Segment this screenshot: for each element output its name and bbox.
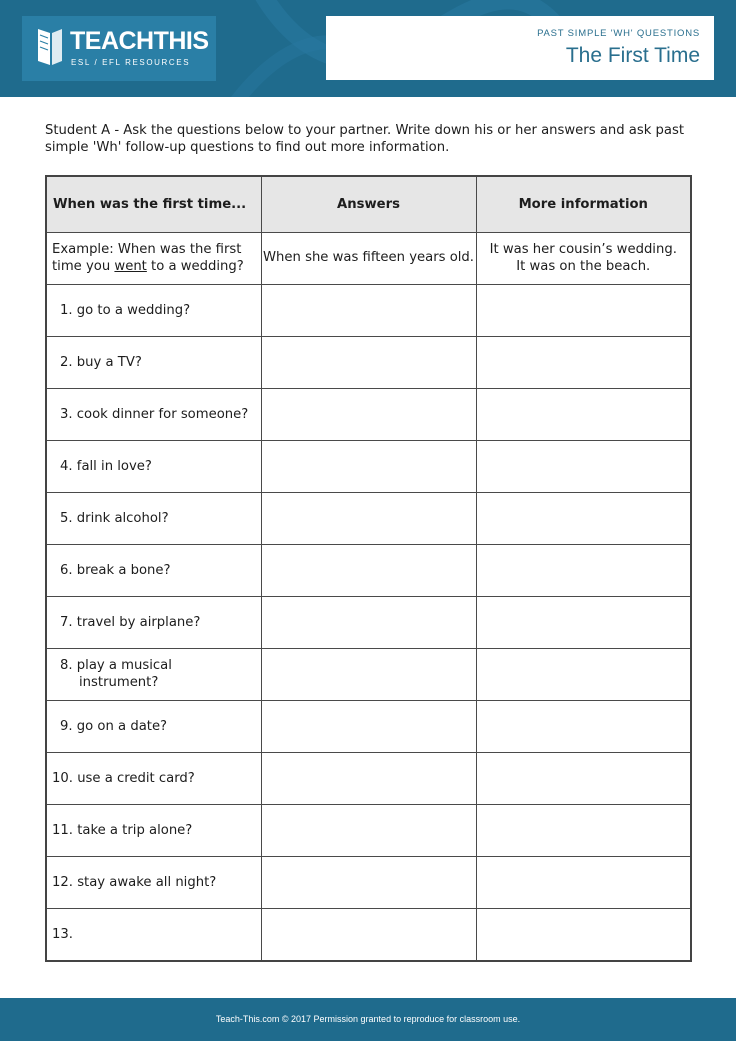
- question-cell: [46, 389, 261, 441]
- question-cell: [46, 753, 261, 805]
- footer-banner: [0, 998, 736, 1041]
- question-text: break a bone?: [76, 563, 171, 578]
- question-cell: [46, 857, 261, 909]
- info-cell[interactable]: [476, 753, 691, 805]
- answer-cell[interactable]: [261, 649, 476, 701]
- question-text: go to a wedding?: [76, 303, 191, 318]
- table-row: [46, 493, 691, 545]
- example-info-line: It was her cousin’s wedding.: [489, 242, 677, 257]
- book-logo-icon: [34, 25, 66, 69]
- question-cell: [46, 285, 261, 337]
- question-number: 10.: [52, 771, 73, 786]
- question-text: travel by airplane?: [76, 615, 201, 630]
- question-number: 2.: [60, 355, 73, 370]
- table-row: [46, 857, 691, 909]
- question-number: 8.: [60, 658, 73, 673]
- info-cell[interactable]: [476, 597, 691, 649]
- info-cell[interactable]: [476, 805, 691, 857]
- table-row: [46, 597, 691, 649]
- answer-cell[interactable]: [261, 909, 476, 962]
- table-row: [46, 805, 691, 857]
- question-text: go on a date?: [76, 719, 168, 734]
- question-cell: [46, 337, 261, 389]
- info-cell[interactable]: [476, 493, 691, 545]
- worksheet-title: The First Time: [565, 44, 700, 67]
- answer-cell[interactable]: [261, 753, 476, 805]
- table-row: [46, 389, 691, 441]
- example-verb: went: [114, 258, 147, 274]
- example-question-start: Example: When was the first time you: [52, 242, 242, 274]
- question-number: 6.: [60, 563, 73, 578]
- header-banner: [0, 0, 736, 97]
- info-cell[interactable]: [476, 285, 691, 337]
- example-info-line: It was on the beach.: [516, 258, 651, 274]
- info-cell[interactable]: [476, 909, 691, 962]
- answer-cell[interactable]: [261, 285, 476, 337]
- answer-cell[interactable]: [261, 701, 476, 753]
- worksheet-topic: PAST SIMPLE 'WH' QUESTIONS: [537, 28, 700, 39]
- question-text: cook dinner for someone?: [76, 407, 249, 422]
- answer-cell[interactable]: [261, 545, 476, 597]
- example-info: [476, 233, 691, 285]
- example-answer: When she was fifteen years old.: [261, 233, 476, 285]
- info-cell[interactable]: [476, 337, 691, 389]
- table-row: [46, 649, 691, 701]
- question-number: 11.: [52, 823, 73, 838]
- table-row: [46, 909, 691, 962]
- info-cell[interactable]: [476, 701, 691, 753]
- logo-tagline: ESL / EFL RESOURCES: [71, 58, 191, 67]
- table-row: [46, 285, 691, 337]
- question-cell: [46, 701, 261, 753]
- table-header-row: [46, 176, 691, 233]
- question-cell: [46, 649, 261, 701]
- question-text: buy a TV?: [76, 355, 142, 370]
- answer-cell[interactable]: [261, 805, 476, 857]
- answer-cell[interactable]: [261, 493, 476, 545]
- logo-name: TEACHTHIS: [70, 27, 209, 55]
- question-cell: [46, 805, 261, 857]
- title-panel: [326, 16, 714, 80]
- copyright-text: Teach-This.com © 2017 Permission granted to reproduce for classroom use.: [215, 1014, 521, 1024]
- question-cell: [46, 441, 261, 493]
- question-text: play a musical: [76, 658, 172, 673]
- table-row: [46, 545, 691, 597]
- question-text: drink alcohol?: [76, 511, 169, 526]
- table-row: [46, 753, 691, 805]
- question-text: fall in love?: [76, 459, 152, 474]
- example-question-end: to a wedding?: [146, 258, 244, 274]
- info-cell[interactable]: [476, 649, 691, 701]
- question-number: 5.: [60, 511, 73, 526]
- question-cell: [46, 545, 261, 597]
- info-cell[interactable]: [476, 441, 691, 493]
- instructions-text: Student A - Ask the questions below to your partner. Write down his or her answers and ask past simple 'Wh' follow-up questions to find out more information.: [45, 123, 685, 155]
- question-cell: [46, 909, 261, 962]
- column-header-answers: Answers: [261, 176, 476, 233]
- example-row: [46, 233, 691, 285]
- question-number: 13.: [52, 927, 73, 942]
- question-text: take a trip alone?: [77, 823, 193, 838]
- question-table: [45, 175, 692, 962]
- answer-cell[interactable]: [261, 597, 476, 649]
- question-number: 3.: [60, 407, 73, 422]
- info-cell[interactable]: [476, 857, 691, 909]
- question-text-continued: instrument?: [79, 674, 159, 690]
- example-question: [46, 233, 261, 285]
- table-row: [46, 337, 691, 389]
- question-cell: [46, 597, 261, 649]
- table-row: [46, 441, 691, 493]
- answer-cell[interactable]: [261, 441, 476, 493]
- answer-cell[interactable]: [261, 857, 476, 909]
- question-number: 9.: [60, 719, 73, 734]
- question-number: 4.: [60, 459, 73, 474]
- question-number: 12.: [52, 875, 73, 890]
- info-cell[interactable]: [476, 545, 691, 597]
- answer-cell[interactable]: [261, 337, 476, 389]
- column-header-question: When was the first time...: [46, 176, 261, 233]
- column-header-info: More information: [476, 176, 691, 233]
- table-row: [46, 701, 691, 753]
- question-number: 1.: [60, 303, 73, 318]
- logo[interactable]: [22, 16, 216, 81]
- answer-cell[interactable]: [261, 389, 476, 441]
- question-number: 7.: [60, 615, 73, 630]
- question-text: use a credit card?: [77, 771, 195, 786]
- question-cell: [46, 493, 261, 545]
- info-cell[interactable]: [476, 389, 691, 441]
- question-text: stay awake all night?: [77, 875, 217, 890]
